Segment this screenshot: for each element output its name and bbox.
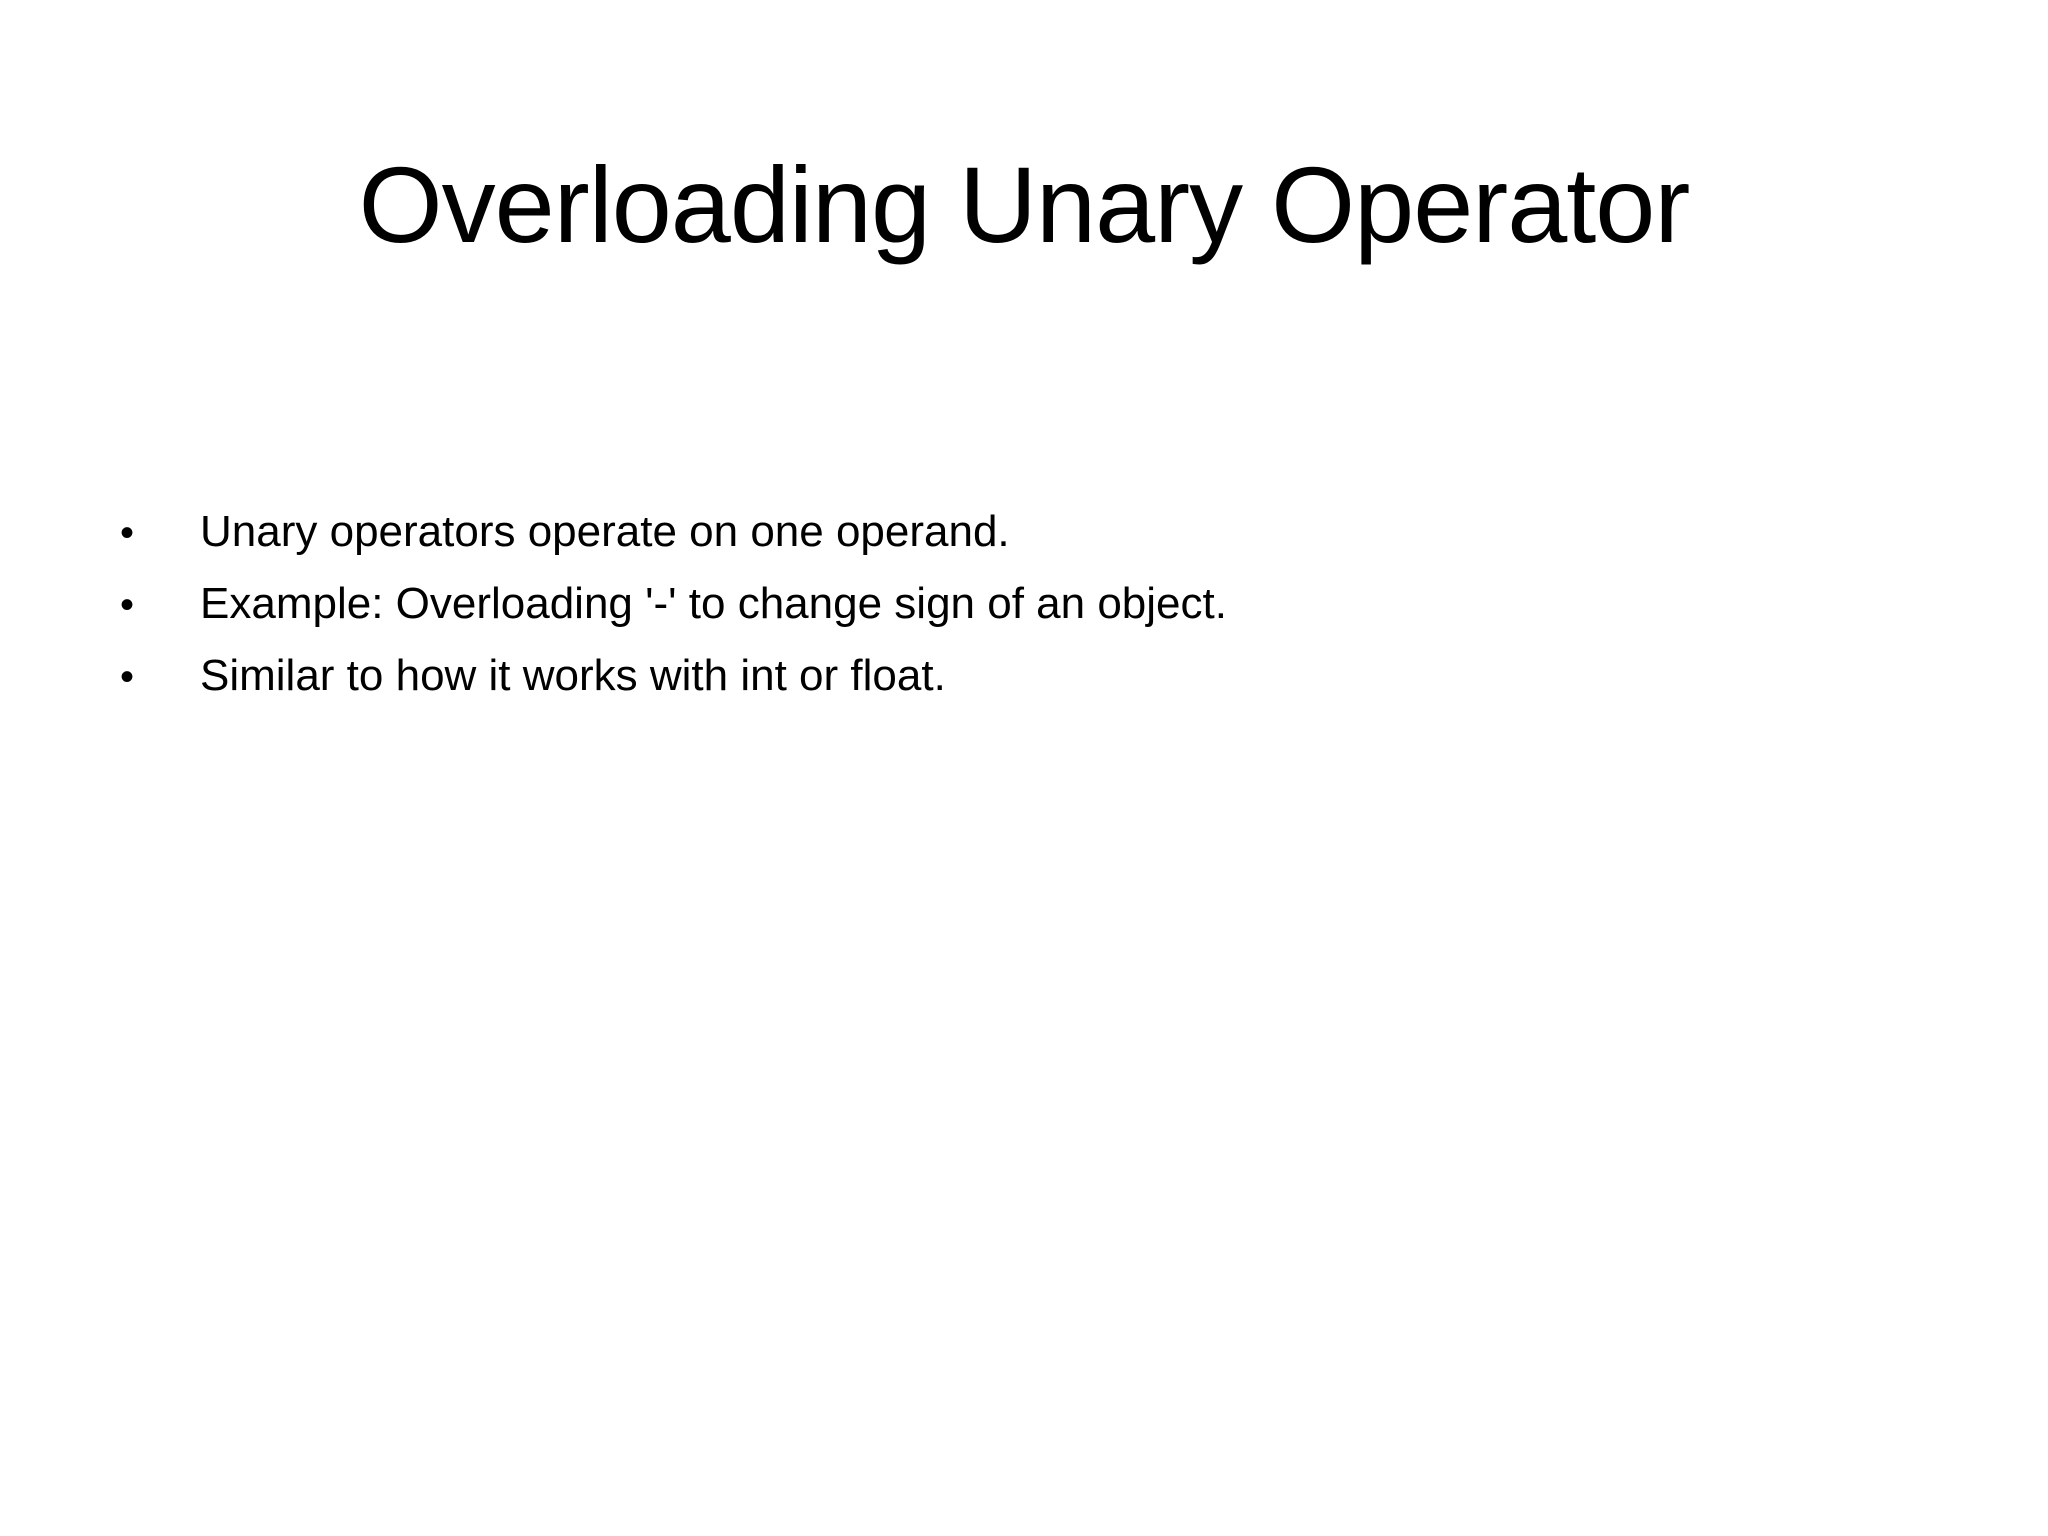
bullet-text: Example: Overloading '-' to change sign of an object. <box>200 579 1227 628</box>
bullet-item <box>120 496 1920 568</box>
bullet-text: Similar to how it works with int or float. <box>200 651 946 700</box>
bullet-icon: • <box>120 655 135 699</box>
bullet-icon: • <box>120 511 135 555</box>
bullet-item <box>120 568 1920 640</box>
bullet-icon: • <box>120 583 135 627</box>
bullet-text: Unary operators operate on one operand. <box>200 507 1010 556</box>
slide-title: Overloading Unary Operator <box>358 144 1690 265</box>
bullet-list <box>120 496 1920 712</box>
bullet-item <box>120 640 1920 712</box>
